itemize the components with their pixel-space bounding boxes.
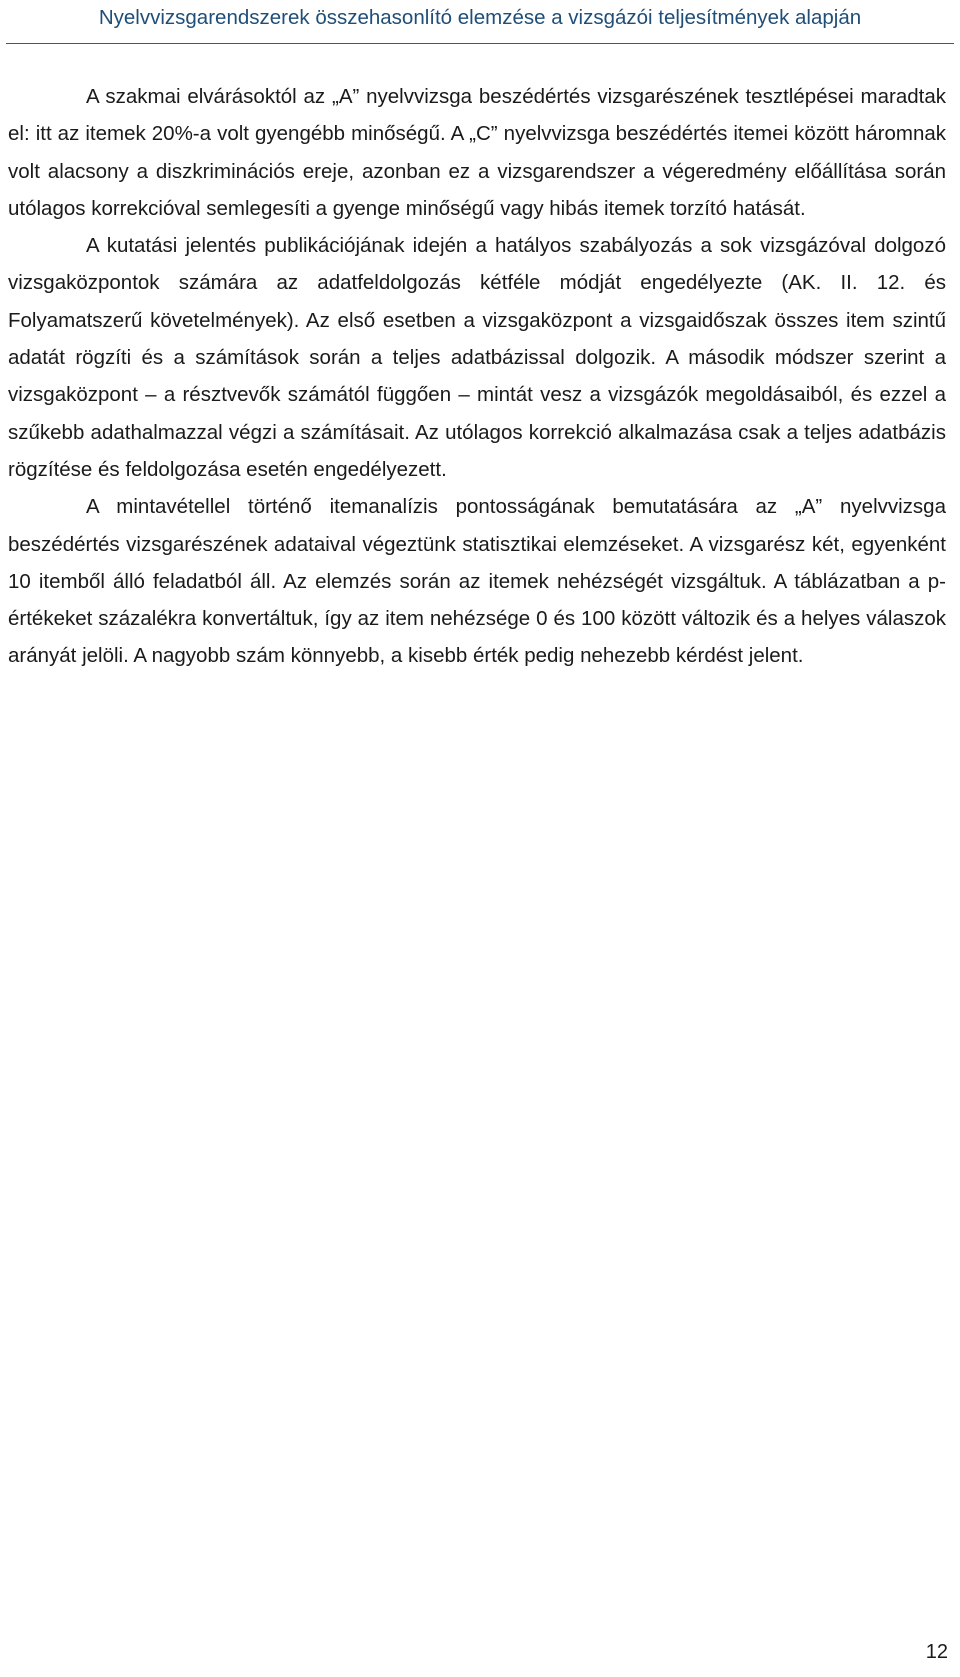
body-text	[8, 78, 946, 675]
page-number: 12	[925, 1641, 948, 1663]
paragraph: A szakmai elvárásoktól az „A” nyelvvizsga beszédértés vizsgarészének tesztlépései maradtak el: itt az itemek 20%-a volt gyengébb minőségű. A „C” nyelvvizsga beszédértés itemei között háromnak volt alacsony a diszkriminációs ereje, azonban ez a vizsgarendszer a végeredmény előállítása során utólagos korrekcióval semlegesíti a gyenge minőségű vagy hibás itemek torzító hatását.	[8, 85, 946, 220]
running-header	[6, 0, 954, 44]
running-header-title: Nyelvvizsgarendszerek összehasonlító elemzése a vizsgázói teljesítmények alapján	[98, 6, 862, 29]
paragraph: A mintavétellel történő itemanalízis pontosságának bemutatására az „A” nyelvvizsga beszédértés vizsgarészének adataival végeztünk statisztikai elemzéseket. A vizsgarész két, egyenként 10 itemből álló feladatból áll. Az elemzés során az itemek nehézségét vizsgáltuk. A táblázatban a p-értékeket százalékra konvertáltuk, így az item nehézsége 0 és 100 között változik és a helyes válaszok arányát jelöli. A nagyobb szám könnyebb, a kisebb érték pedig nehezebb kérdést jelent.	[8, 495, 946, 668]
paragraph: A kutatási jelentés publikációjának idején a hatályos szabályozás a sok vizsgázóval dolgozó vizsgaközpontok számára az adatfeldolgozás kétféle módját engedélyezte (AK. II. 12. és Folyamatszerű követelmények). Az első esetben a vizsgaközpont a vizsgaidőszak összes item szintű adatát rögzíti és a számítások során a teljes adatbázissal dolgozik. A második módszer szerint a vizsgaközpont – a résztvevők számától függően – mintát vesz a vizsgázók megoldásaiból, és ezzel a szűkebb adathalmazzal végzi a számításait. Az utólagos korrekció alkalmazása csak a teljes adatbázis rögzítése és feldolgozása esetén engedélyezett.	[8, 234, 946, 481]
